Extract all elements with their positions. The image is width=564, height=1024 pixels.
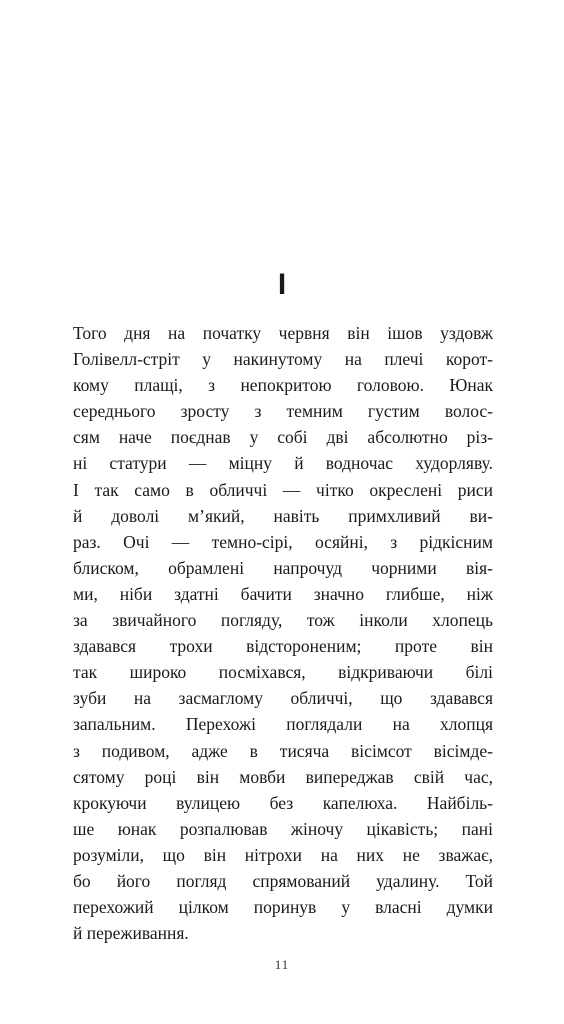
- text-line: Того дня на початку червня він ішов уздовж: [73, 323, 493, 343]
- text-line: ні статури — міцну й водночас худорляву.: [73, 453, 493, 474]
- text-line: перехожий цілком поринув у власні думки: [73, 897, 493, 918]
- text-line: зуби на засмаглому обличчі, що здавався: [73, 688, 493, 709]
- body-paragraph: [73, 320, 493, 946]
- page-number: 11: [274, 957, 290, 972]
- text-line: так широко посміхався, відкриваючи білі: [73, 662, 493, 683]
- text-line: за звичайного погляду, тож інколи хлопець: [73, 610, 493, 631]
- text-line: середнього зросту з темним густим волос-: [73, 401, 493, 422]
- text-line: запальним. Перехожі поглядали на хлопця: [73, 714, 493, 735]
- text-line: й переживання.: [73, 923, 189, 944]
- text-line: блиском, обрамлені напрочуд чорними вія-: [73, 557, 493, 578]
- text-line: й доволі м’який, навіть примхливий ви-: [73, 505, 493, 526]
- text-line: раз. Очі — темно-сірі, осяйні, з рідкісним: [73, 531, 493, 552]
- chapter-heading: I: [277, 268, 287, 301]
- text-line: сям наче поєднав у собі дві абсолютно різ-: [73, 427, 493, 448]
- text-line: кому плащі, з непокритою головою. Юнак: [73, 375, 493, 396]
- text-line: крокуючи вулицею без капелюха. Найбіль-: [73, 792, 493, 813]
- text-line: з подивом, адже в тисяча вісімсот вісімде-: [73, 740, 493, 761]
- text-line: бо його погляд спрямований удалину. Той: [73, 870, 493, 891]
- text-line: здавався трохи відстороненим; проте він: [73, 636, 493, 657]
- text-line: ми, ніби здатні бачити значно глибше, ніж: [73, 583, 493, 604]
- text-line: Голівелл-стріт у накинутому на плечі корот-: [73, 349, 493, 370]
- text-line: ше юнак розпалював жіночу цікавість; пані: [73, 818, 493, 839]
- text-line: розуміли, що він нітрохи на них не зважає,: [73, 844, 493, 865]
- text-line: І так само в обличчі — чітко окреслені риси: [73, 479, 493, 500]
- text-line: сятому році він мовби випереджав свій час,: [73, 766, 493, 787]
